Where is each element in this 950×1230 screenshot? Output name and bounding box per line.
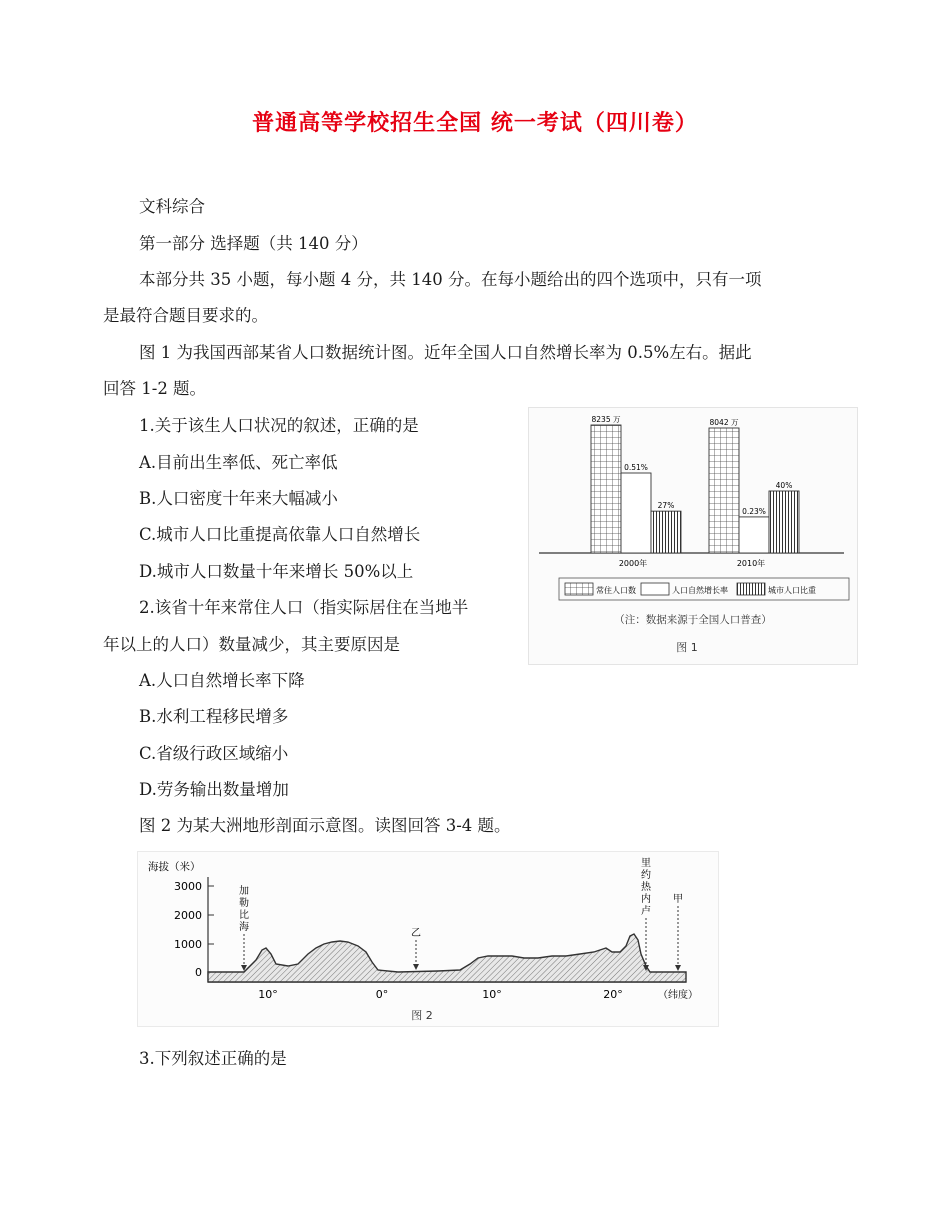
bar-growth-rate-1	[739, 517, 769, 553]
question-2-stem-1: 2.该省十年来常住人口（指实际居住在当地半	[139, 598, 469, 617]
terrain-profile	[208, 934, 686, 982]
y-tick-label-2000: 2000	[174, 909, 202, 922]
figure-2-terrain-profile	[137, 851, 719, 1027]
bar-label-urban-share-0: 27%	[657, 501, 675, 511]
caribbean-char-4: 海	[239, 922, 249, 933]
rio-char-4: 内	[641, 894, 651, 905]
caribbean-label	[239, 884, 249, 933]
q1-option-b: B.人口密度十年来大幅减小	[139, 489, 338, 508]
figure-2-svg	[138, 852, 718, 1026]
caribbean-char-2: 勒	[239, 898, 249, 909]
bar-urban-share-1	[769, 491, 799, 553]
figure-1-svg	[529, 408, 857, 664]
rio-char-2: 约	[641, 870, 651, 881]
figure-1-caption: 图 1	[676, 641, 698, 654]
legend-swatch-population	[565, 583, 593, 595]
fig2-intro: 图 2 为某大洲地形剖面示意图。读图回答 3-4 题。	[139, 816, 511, 835]
bar-population-1	[709, 428, 739, 553]
q1-option-a: A.目前出生率低、死亡率低	[139, 453, 338, 472]
rio-label	[641, 857, 652, 917]
q1-option-c: C.城市人口比重提高依靠人口自然增长	[139, 525, 421, 544]
rio-char-5: 卢	[641, 906, 651, 917]
caribbean-char-3: 比	[239, 910, 249, 921]
caribbean-char-1: 加	[239, 886, 249, 897]
legend-label-population: 常住人口数	[596, 586, 636, 595]
point-jia-label: 甲	[673, 894, 683, 905]
x-tick-label-20: 20°	[603, 988, 623, 1001]
legend-label-urban: 城市人口比重	[768, 586, 816, 595]
subject-label: 文科综合	[139, 197, 205, 216]
fig1-bars	[591, 415, 799, 553]
instructions-line-2: 是最符合题目要求的。	[103, 306, 268, 325]
y-tick-label-1000: 1000	[174, 938, 202, 951]
category-label-2000: 2000年	[618, 559, 648, 568]
part-heading: 第一部分 选择题（共 140 分）	[139, 234, 368, 253]
legend-label-growth: 人口自然增长率	[672, 586, 728, 595]
exam-title: 普通高等学校招生全国 统一考试（四川卷）	[252, 111, 698, 136]
q2-option-d: D.劳务输出数量增加	[139, 780, 289, 799]
question-2-stem-2: 年以上的人口）数量减少，其主要原因是	[103, 635, 400, 654]
legend-swatch-urban	[737, 583, 765, 595]
point-jia-arrowhead	[675, 965, 681, 971]
q2-option-c: C.省级行政区域缩小	[139, 744, 289, 763]
q2-option-b: B.水利工程移民增多	[139, 707, 289, 726]
x-tick-label-10n: 10°	[482, 988, 502, 1001]
bar-label-population-0: 8235 万	[591, 415, 621, 424]
fig1-intro-line-2: 回答 1-2 题。	[103, 379, 207, 398]
point-yi-arrowhead	[413, 964, 419, 970]
rio-char-3: 热	[641, 882, 651, 893]
y-tick-label-3000: 3000	[174, 880, 202, 893]
fig1-intro-line-1: 图 1 为我国西部某省人口数据统计图。近年全国人口自然增长率为 0.5%左右。据此	[139, 343, 752, 362]
figure-2-caption: 图 2	[411, 1009, 433, 1022]
q1-option-d: D.城市人口数量十年来增长 50%以上	[139, 562, 414, 581]
point-yi-label: 乙	[411, 928, 421, 939]
y-tick-label-0: 0	[195, 966, 202, 979]
bar-label-urban-share-1: 40%	[775, 481, 793, 490]
y-axis-label: 海拔（米）	[148, 861, 201, 873]
bar-urban-share-0	[651, 511, 681, 553]
bar-population-0	[591, 425, 621, 553]
x-tick-label-0: 0°	[375, 988, 389, 1001]
category-label-2010: 2010年	[736, 559, 766, 568]
bar-label-growth-rate-1: 0.23%	[742, 506, 766, 516]
legend	[559, 578, 849, 600]
question-3-stem: 3.下列叙述正确的是	[139, 1049, 287, 1068]
x-tick-label-10s: 10°	[258, 988, 278, 1001]
figure-1-note: （注：数据来源于全国人口普查）	[614, 614, 772, 626]
bar-label-population-1: 8042 万	[709, 417, 739, 427]
rio-char-1: 里	[641, 858, 651, 869]
x-axis-unit: （纬度）	[658, 990, 698, 1001]
q2-option-a: A.人口自然增长率下降	[139, 671, 305, 690]
instructions-line-1: 本部分共 35 小题，每小题 4 分，共 140 分。在每小题给出的四个选项中，只有一项	[139, 270, 762, 289]
bar-label-growth-rate-0: 0.51%	[624, 463, 648, 472]
question-1-stem: 1.关于该生人口状况的叙述，正确的是	[139, 416, 419, 435]
figure-1-population-chart	[528, 407, 858, 665]
legend-swatch-growth	[641, 583, 669, 595]
bar-growth-rate-0	[621, 473, 651, 553]
